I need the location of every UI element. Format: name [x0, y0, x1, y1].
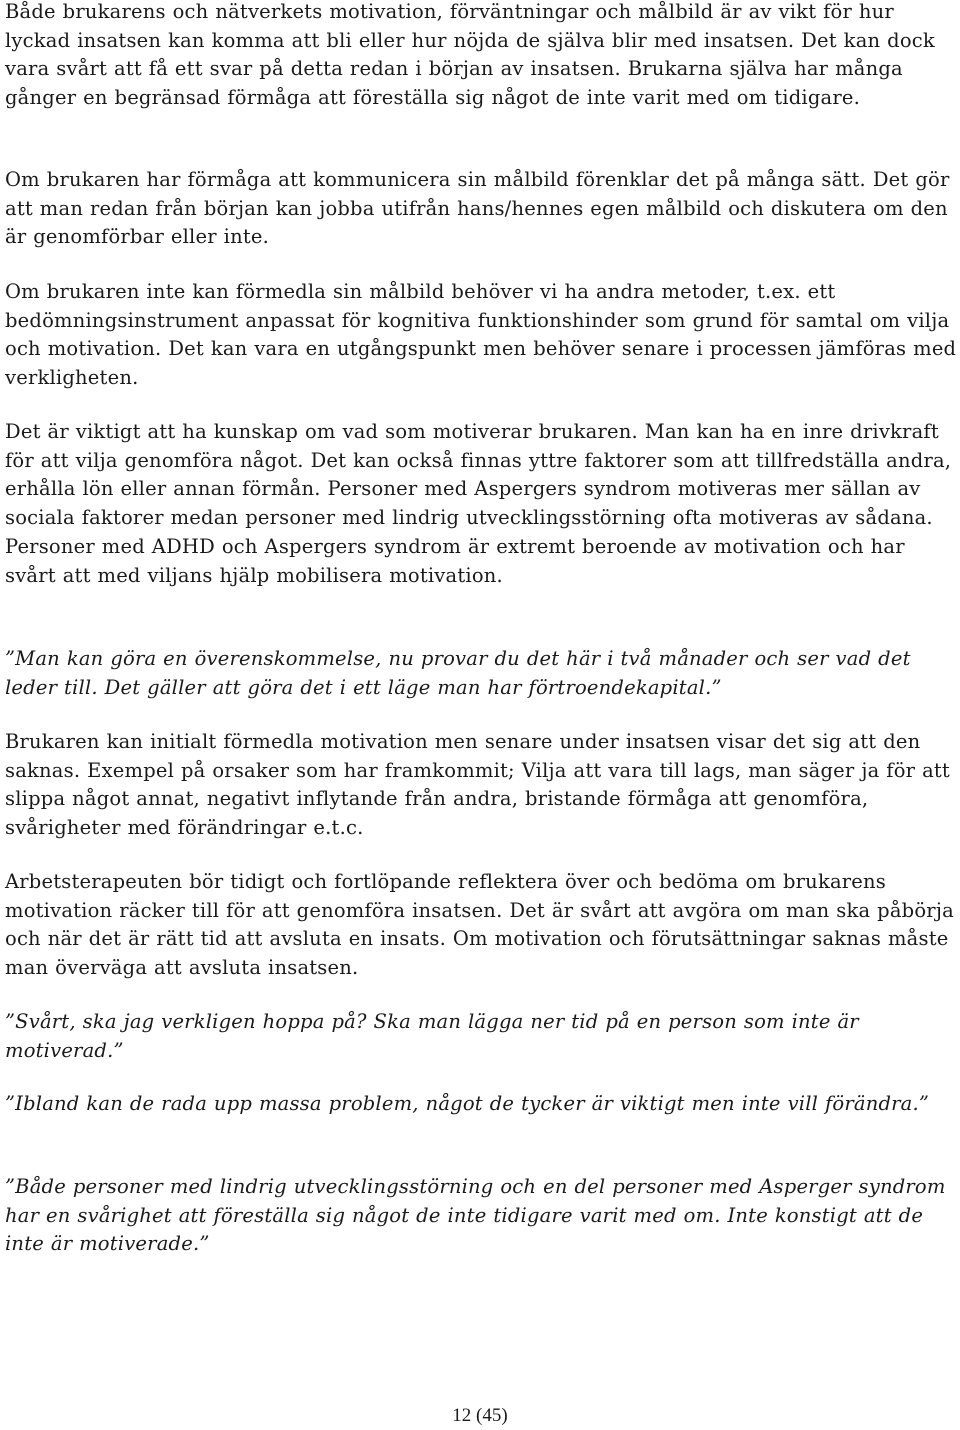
paragraph-initial-motivation: Brukaren kan initialt förmedla motivation men senare under insatsen visar det sig att den saknas. Exempel på orsaker som har framkommit; Vilja att vara till lags, man säger ja för att slippa något annat, negativt inflytande från andra, bristande förmåga att genomföra, svårigheter med förändringar e.t.c. [5, 730, 950, 840]
quote-hard-to-decide: ”Svårt, ska jag verkligen hoppa på? Ska man lägga ner tid på en person som inte är motiverad.” [5, 1010, 859, 1062]
page-number: 12 (45) [452, 1405, 508, 1426]
paragraph-therapist-reflection: Arbetsterapeuten bör tidigt och fortlöpande reflektera över och bedöma om brukarens motivation räcker till för att genomföra insatsen. Det är svårt att avgöra om man ska påbörja och när det är rätt tid att avsluta en insats. Om motivation och förutsättningar saknas måste man överväga att avsluta insatsen. [5, 870, 954, 980]
paragraph-what-motivates: Det är viktigt att ha kunskap om vad som motiverar brukaren. Man kan ha en inre drivkraft för att vilja genomföra något. Det kan också finnas yttre faktorer som att tillfredställa andra, erhålla lön eller annan förmån. Personer med Aspergers syndrom motiveras mer sällan av sociala faktorer medan personer med lindrig utvecklingsstörning ofta motiveras av sådana. Personer med ADHD och Aspergers syndrom är extremt beroende av motivation och har svårt att med viljans hjälp mobilisera motivation. [5, 420, 952, 587]
paragraph-other-methods: Om brukaren inte kan förmedla sin målbild behöver vi ha andra metoder, t.ex. ett bedömningsinstrument anpassat för kognitiva funktionshinder som grund för samtal om vilja och motivation. Det kan vara en utgångspunkt men behöver senare i processen jämföras med verkligheten. [5, 280, 957, 390]
quote-agreement: ”Man kan göra en överenskommelse, nu provar du det här i två månader och ser vad det leder till. Det gäller att göra det i ett läge man har förtroendekapital.” [5, 647, 911, 699]
paragraph-motivation-intro: Både brukarens och nätverkets motivation, förväntningar och målbild är av vikt för hur lyckad insatsen kan komma att bli eller hur nöjda de själva blir med insatsen. Det kan dock vara svårt att få ett svar på detta redan i början av insatsen. Brukarna själva har många gånger en begränsad förmåga att föreställa sig något de inte varit med om tidigare. [5, 0, 935, 110]
quote-imagine-difficulty: ”Både personer med lindrig utvecklingsstörning och en del personer med Asperger syndrom har en svårighet att föreställa sig något de inte tidigare varit med om. Inte konstigt att de inte är motiverade.” [5, 1175, 946, 1256]
quote-list-problems: ”Ibland kan de rada upp massa problem, något de tycker är viktigt men inte vill förändra.” [5, 1092, 930, 1115]
paragraph-communicate-goal: Om brukaren har förmåga att kommunicera sin målbild förenklar det på många sätt. Det gör att man redan från början kan jobba utifrån hans/hennes egen målbild och diskutera om den är genomförbar eller inte. [5, 168, 950, 249]
